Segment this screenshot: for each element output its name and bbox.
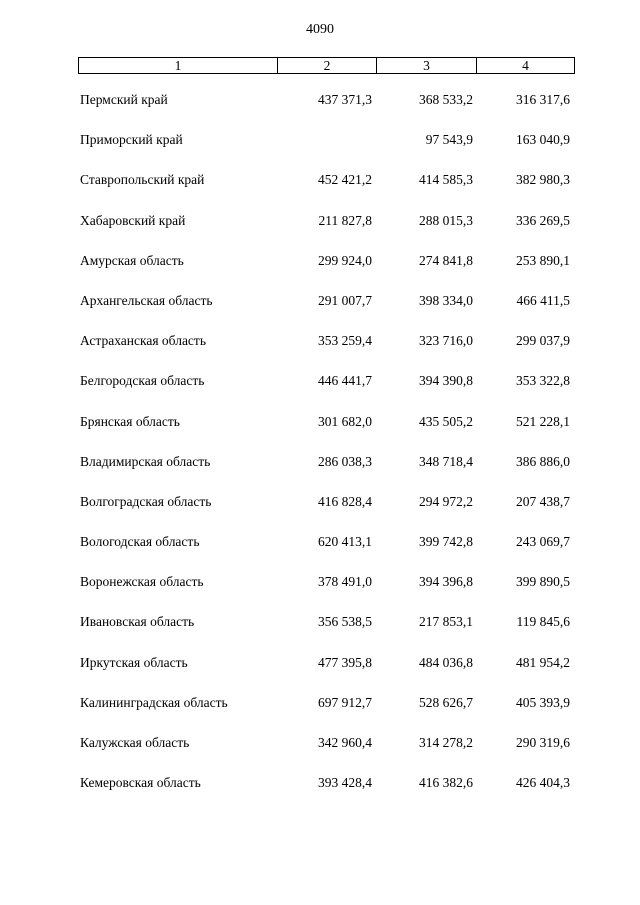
table-row <box>0 534 640 574</box>
table-row <box>0 333 640 373</box>
value-col2-cell: 353 259,4 <box>318 333 372 349</box>
value-col3-cell: 348 718,4 <box>419 453 473 469</box>
value-col4-cell: 243 069,7 <box>516 534 570 550</box>
table-row <box>0 735 640 775</box>
value-col2-cell: 416 828,4 <box>318 493 372 509</box>
value-col3-cell: 398 334,0 <box>419 292 473 308</box>
value-col4-cell: 207 438,7 <box>516 493 570 509</box>
table-row <box>0 775 640 815</box>
value-col2-cell: 301 682,0 <box>318 413 372 429</box>
region-name-cell: Владимирская область <box>80 453 211 469</box>
table-row <box>0 92 640 132</box>
value-col3-cell: 288 015,3 <box>419 212 473 228</box>
value-col3-cell: 484 036,8 <box>419 654 473 670</box>
table-row <box>0 695 640 735</box>
region-name-cell: Приморский край <box>80 132 183 148</box>
table-row <box>0 373 640 413</box>
region-name-cell: Вологодская область <box>80 534 200 550</box>
region-name-cell: Калужская область <box>80 735 190 750</box>
value-col4-cell: 426 404,3 <box>516 775 570 791</box>
column-header-2: 2 <box>278 58 377 73</box>
value-col3-cell: 323 716,0 <box>419 333 473 349</box>
table-header <box>78 57 575 74</box>
region-name-cell: Иркутская область <box>80 654 188 670</box>
region-name-cell: Архангельская область <box>80 292 213 308</box>
region-name-cell: Воронежская область <box>80 574 204 590</box>
value-col4-cell: 336 269,5 <box>516 212 570 228</box>
value-col2-cell: 378 491,0 <box>318 574 372 590</box>
value-col3-cell: 399 742,8 <box>419 534 473 550</box>
value-col2-cell: 477 395,8 <box>318 654 372 670</box>
table-row <box>0 253 640 293</box>
region-name-cell: Кемеровская область <box>80 775 201 791</box>
value-col4-cell: 299 037,9 <box>516 333 570 349</box>
region-name-cell: Волгоградская область <box>80 493 212 509</box>
table-row <box>0 172 640 212</box>
region-name-cell: Пермский край <box>80 92 168 107</box>
table-row <box>0 454 640 494</box>
value-col2-cell: 446 441,7 <box>318 373 372 389</box>
value-col4-cell: 382 980,3 <box>516 172 570 188</box>
table-row <box>0 494 640 534</box>
value-col4-cell: 481 954,2 <box>516 654 570 670</box>
region-name-cell: Белгородская область <box>80 373 205 389</box>
value-col2-cell: 452 421,2 <box>318 172 372 188</box>
value-col2-cell: 356 538,5 <box>318 614 372 630</box>
table-row <box>0 574 640 614</box>
table-row <box>0 414 640 454</box>
value-col4-cell: 386 886,0 <box>516 453 570 469</box>
table-row <box>0 213 640 253</box>
value-col2-cell: 211 827,8 <box>318 212 372 228</box>
value-col2-cell: 291 007,7 <box>318 292 372 308</box>
value-col3-cell: 314 278,2 <box>419 735 473 750</box>
value-col2-cell: 437 371,3 <box>318 92 372 107</box>
value-col3-cell: 394 390,8 <box>419 373 473 389</box>
value-col3-cell: 368 533,2 <box>419 92 473 107</box>
value-col3-cell: 528 626,7 <box>419 694 473 710</box>
value-col2-cell: 342 960,4 <box>318 735 372 750</box>
value-col3-cell: 274 841,8 <box>419 252 473 268</box>
region-name-cell: Амурская область <box>80 252 184 268</box>
region-name-cell: Хабаровский край <box>80 212 186 228</box>
region-name-cell: Брянская область <box>80 413 180 429</box>
value-col2-cell: 299 924,0 <box>318 252 372 268</box>
region-name-cell: Ивановская область <box>80 614 195 630</box>
value-col4-cell: 405 393,9 <box>516 694 570 710</box>
column-header-4: 4 <box>522 58 529 73</box>
table-row <box>0 614 640 654</box>
value-col2-cell: 393 428,4 <box>318 775 372 791</box>
table-body <box>0 92 640 815</box>
value-col4-cell: 353 322,8 <box>516 373 570 389</box>
page-number: 4090 <box>306 22 334 37</box>
value-col3-cell: 414 585,3 <box>419 172 473 188</box>
value-col3-cell: 435 505,2 <box>419 413 473 429</box>
value-col3-cell: 294 972,2 <box>419 493 473 509</box>
value-col4-cell: 399 890,5 <box>516 574 570 590</box>
value-col2-cell: 697 912,7 <box>318 694 372 710</box>
value-col4-cell: 163 040,9 <box>516 132 570 148</box>
value-col4-cell: 466 411,5 <box>516 292 570 308</box>
region-name-cell: Ставропольский край <box>80 172 205 188</box>
value-col3-cell: 394 396,8 <box>419 574 473 590</box>
column-header-1: 1 <box>79 58 278 73</box>
value-col3-cell: 416 382,6 <box>419 775 473 791</box>
value-col2-cell: 286 038,3 <box>318 453 372 469</box>
value-col4-cell: 253 890,1 <box>516 252 570 268</box>
table-row <box>0 655 640 695</box>
column-header-3: 3 <box>377 58 477 73</box>
value-col2-cell: 620 413,1 <box>318 534 372 550</box>
value-col4-cell: 316 317,6 <box>516 92 570 107</box>
value-col3-cell: 217 853,1 <box>419 614 473 630</box>
table-row <box>0 293 640 333</box>
region-name-cell: Калининградская область <box>80 694 228 710</box>
region-name-cell: Астраханская область <box>80 333 206 349</box>
value-col4-cell: 521 228,1 <box>516 413 570 429</box>
value-col3-cell: 97 543,9 <box>425 132 473 148</box>
value-col4-cell: 119 845,6 <box>516 614 570 630</box>
table-row <box>0 132 640 172</box>
value-col4-cell: 290 319,6 <box>516 735 570 750</box>
